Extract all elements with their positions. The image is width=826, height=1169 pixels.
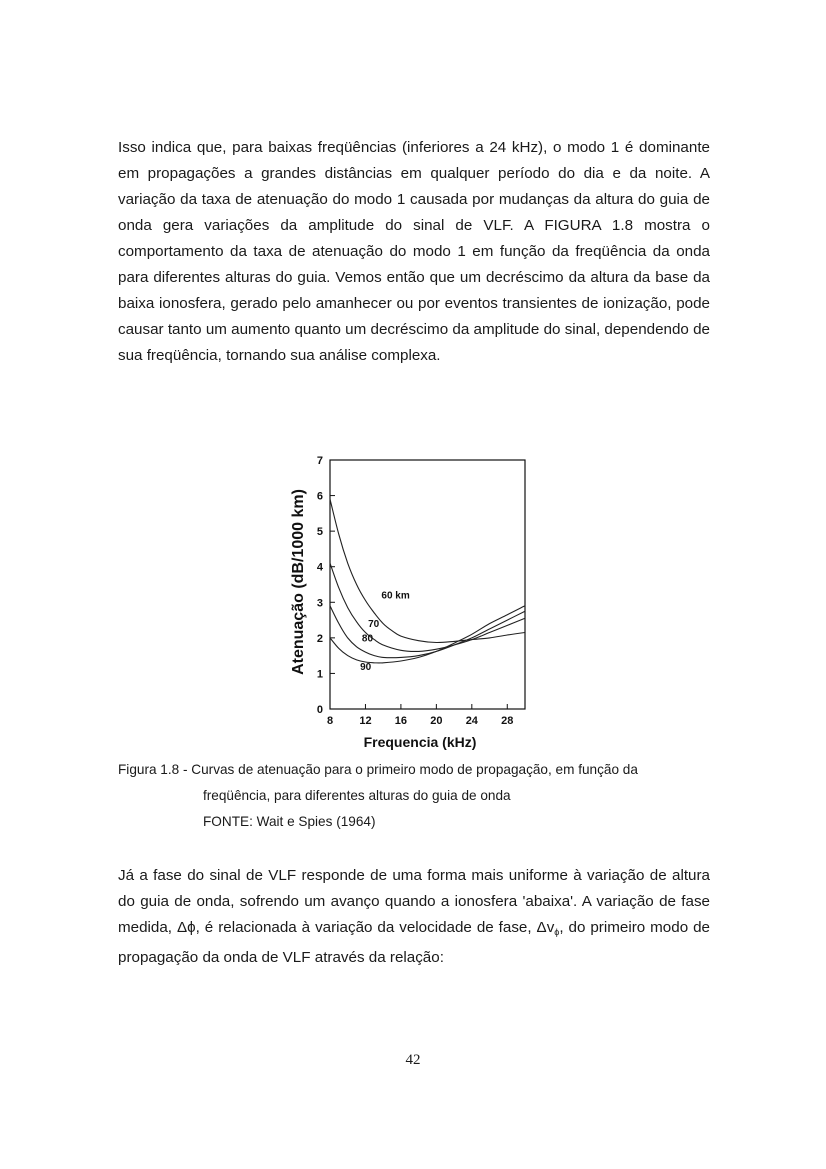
- series-label-1: 60 km: [381, 590, 410, 602]
- y-tick-label: 4: [316, 561, 323, 574]
- attenuation-chart: [282, 450, 532, 756]
- x-tick-label: 20: [430, 715, 443, 727]
- series-line-3: [330, 606, 525, 658]
- figure-source: FONTE: Wait e Spies (1964): [203, 814, 376, 829]
- series-label-3: 80: [361, 633, 374, 645]
- caption-text: Curvas de atenuação para o primeiro modo de propagação, em função da: [191, 762, 638, 777]
- y-tick-label: 3: [316, 597, 323, 610]
- series-label-4: 90: [360, 661, 372, 673]
- x-tick-label: 12: [359, 715, 372, 727]
- paragraph-1: Isso indica que, para baixas freqüências (inferiores a 24 kHz), o modo 1 é dominante em propagações a grandes distâncias em qualquer período do dia e da noite. A variação da taxa de atenuação do modo 1 causada por mudanças da altura do guia de onda gera variações da amplitude do sinal de VLF. A FIGURA 1.8 mostra o comportamento da taxa de atenuação do modo 1 em função da freqüência da onda para diferentes alturas do guia. Vemos então que um decréscimo da altura da base da baixa ionosfera, gerado pelo amanhecer ou por eventos transientes de ionização, pode causar tanto um aumento quanto um decréscimo da amplitude do sinal, dependendo de sua freqüência, tornando sua análise complexa.: [118, 139, 710, 364]
- x-tick-label: 28: [501, 715, 514, 727]
- paragraph-2-part-1: Já a fase do sinal de VLF responde de uma forma mais uniforme à variação de altura do guia de onda, sofrendo um avanço quando a ionosfera 'abaixa'. A variação de fase medida,: [118, 867, 710, 936]
- paragraph-2-part-2: , é relacionada à variação da velocidade de fase,: [195, 919, 537, 936]
- series-label-2: 70: [368, 619, 380, 631]
- caption-label: Figura 1.8 -: [118, 762, 188, 777]
- x-axis-label: Frequencia (kHz): [363, 734, 477, 750]
- y-tick-label: 5: [316, 526, 323, 539]
- x-tick-label: 16: [394, 715, 408, 727]
- x-tick-label: 8: [326, 715, 334, 727]
- y-tick-label: 6: [316, 490, 323, 503]
- y-tick-label: 2: [316, 632, 323, 645]
- y-tick-label: 0: [316, 704, 323, 716]
- x-tick-label: 24: [465, 715, 478, 727]
- delta-v-subscript: ϕ: [554, 927, 560, 937]
- delta-v-symbol: Δv: [536, 919, 555, 936]
- y-axis-label: Atenuação (dB/1000 km): [290, 489, 307, 675]
- y-tick-label: 1: [316, 668, 323, 681]
- paragraph-2: [118, 863, 710, 971]
- paragraph-2-part-3: , do primeiro modo de propagação da onda de VLF através da relação:: [118, 919, 710, 966]
- figure-caption: [118, 761, 638, 779]
- caption-line-2: freqüência, para diferentes alturas do guia de onda: [203, 788, 511, 803]
- series-line-2: [330, 563, 525, 651]
- series-line-4: [330, 606, 525, 663]
- page-number: 42: [405, 1052, 421, 1068]
- delta-phi-symbol: Δϕ: [176, 919, 196, 936]
- y-tick-label: 7: [316, 455, 323, 467]
